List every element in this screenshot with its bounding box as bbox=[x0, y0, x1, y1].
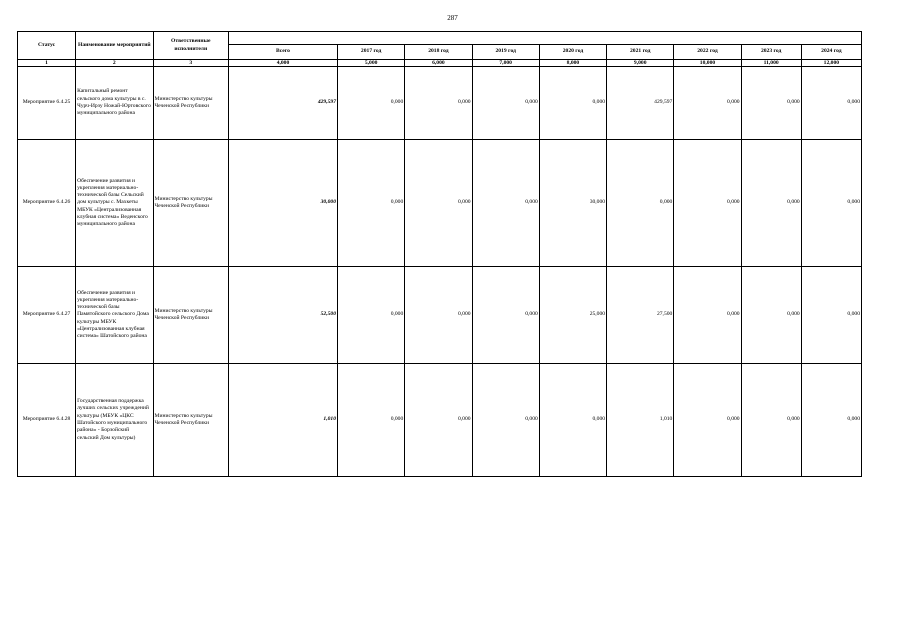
row-total: 1,010 bbox=[228, 364, 337, 477]
row-year-value: 0,000 bbox=[741, 267, 801, 364]
header-executors: Ответственные исполнители bbox=[153, 32, 228, 60]
row-year-value: 0,000 bbox=[405, 67, 472, 140]
row-year-value: 0,000 bbox=[801, 267, 861, 364]
budget-table bbox=[17, 31, 862, 477]
row-year-value: 0,000 bbox=[539, 364, 606, 477]
row-year-value: 0,000 bbox=[801, 140, 861, 267]
row-year-value: 0,000 bbox=[338, 364, 405, 477]
row-year-value: 25,000 bbox=[539, 267, 606, 364]
row-status: Мероприятие 6.4.25 bbox=[18, 67, 76, 140]
row-year-value: 0,000 bbox=[741, 364, 801, 477]
header-year: 2021 год bbox=[607, 45, 674, 60]
row-year-value: 0,000 bbox=[472, 267, 539, 364]
row-year-value: 0,000 bbox=[338, 67, 405, 140]
column-number: 11,000 bbox=[741, 60, 801, 67]
row-year-value: 1,010 bbox=[607, 364, 674, 477]
row-year-value: 27,500 bbox=[607, 267, 674, 364]
row-year-value: 0,000 bbox=[472, 67, 539, 140]
header-year: 2020 год bbox=[539, 45, 606, 60]
row-year-value: 0,000 bbox=[472, 140, 539, 267]
row-year-value: 0,000 bbox=[607, 140, 674, 267]
row-event-name: Обеспечение развития и укрепления материально-технической базы Памятойского сельского Дома культуры МБУК «Централизованная клубная система» Шатойского района bbox=[76, 267, 153, 364]
row-year-value: 0,000 bbox=[539, 67, 606, 140]
table-row bbox=[18, 140, 862, 267]
column-number: 1 bbox=[18, 60, 76, 67]
table-row bbox=[18, 267, 862, 364]
column-number: 6,000 bbox=[405, 60, 472, 67]
row-year-value: 0,000 bbox=[674, 67, 741, 140]
row-executor: Министерство культуры Чеченской Республики bbox=[153, 267, 228, 364]
row-total: 52,500 bbox=[228, 267, 337, 364]
row-executor: Министерство культуры Чеченской Республики bbox=[153, 364, 228, 477]
column-number: 5,000 bbox=[338, 60, 405, 67]
row-year-value: 0,000 bbox=[674, 364, 741, 477]
row-event-name: Капитальный ремонт сельского дома культуры в с. Чурч-Ирзу Ножай-Юртовского муниципального района bbox=[76, 67, 153, 140]
table-row bbox=[18, 67, 862, 140]
row-year-value: 0,000 bbox=[405, 267, 472, 364]
page-number: 287 bbox=[447, 14, 458, 22]
header-funding-group bbox=[228, 32, 861, 45]
column-number: 4,000 bbox=[228, 60, 337, 67]
header-year: 2023 год bbox=[741, 45, 801, 60]
header-year: 2022 год bbox=[674, 45, 741, 60]
row-year-value: 0,000 bbox=[741, 67, 801, 140]
row-year-value: 0,000 bbox=[405, 140, 472, 267]
header-total: Всего bbox=[228, 45, 337, 60]
row-year-value: 0,000 bbox=[801, 364, 861, 477]
row-status: Мероприятие 6.4.28 bbox=[18, 364, 76, 477]
row-year-value: 30,000 bbox=[539, 140, 606, 267]
row-status: Мероприятие 6.4.27 bbox=[18, 267, 76, 364]
column-number: 9,000 bbox=[607, 60, 674, 67]
row-year-value: 0,000 bbox=[338, 140, 405, 267]
header-year: 2019 год bbox=[472, 45, 539, 60]
row-executor: Министерство культуры Чеченской Республики bbox=[153, 67, 228, 140]
table-row bbox=[18, 364, 862, 477]
header-event-name: Наименование мероприятий bbox=[76, 32, 153, 60]
row-year-value: 0,000 bbox=[405, 364, 472, 477]
row-year-value: 0,000 bbox=[472, 364, 539, 477]
header-status: Статус bbox=[18, 32, 76, 60]
column-number: 10,000 bbox=[674, 60, 741, 67]
column-number: 7,000 bbox=[472, 60, 539, 67]
row-year-value: 0,000 bbox=[338, 267, 405, 364]
row-year-value: 429,597 bbox=[607, 67, 674, 140]
row-year-value: 0,000 bbox=[741, 140, 801, 267]
row-total: 429,597 bbox=[228, 67, 337, 140]
header-year: 2017 год bbox=[338, 45, 405, 60]
column-number: 12,000 bbox=[801, 60, 861, 67]
column-number: 2 bbox=[76, 60, 153, 67]
column-number: 8,000 bbox=[539, 60, 606, 67]
row-event-name: Обеспечение развития и укрепления материально-технической базы Сельский дом культуры с. Махкеты МБУК «Централизованная клубная система» Веденского муниципального района bbox=[76, 140, 153, 267]
row-total: 30,000 bbox=[228, 140, 337, 267]
row-year-value: 0,000 bbox=[674, 267, 741, 364]
header-year: 2024 год bbox=[801, 45, 861, 60]
row-executor: Министерство культуры Чеченской Республики bbox=[153, 140, 228, 267]
row-year-value: 0,000 bbox=[674, 140, 741, 267]
row-event-name: Государственная поддержка лучших сельских учреждений культуры (МБУК «ЦКС Шатойского муниципального района» - Борзойский сельский Дом культуры) bbox=[76, 364, 153, 477]
row-status: Мероприятие 6.4.26 bbox=[18, 140, 76, 267]
row-year-value: 0,000 bbox=[801, 67, 861, 140]
header-year: 2018 год bbox=[405, 45, 472, 60]
column-number: 3 bbox=[153, 60, 228, 67]
